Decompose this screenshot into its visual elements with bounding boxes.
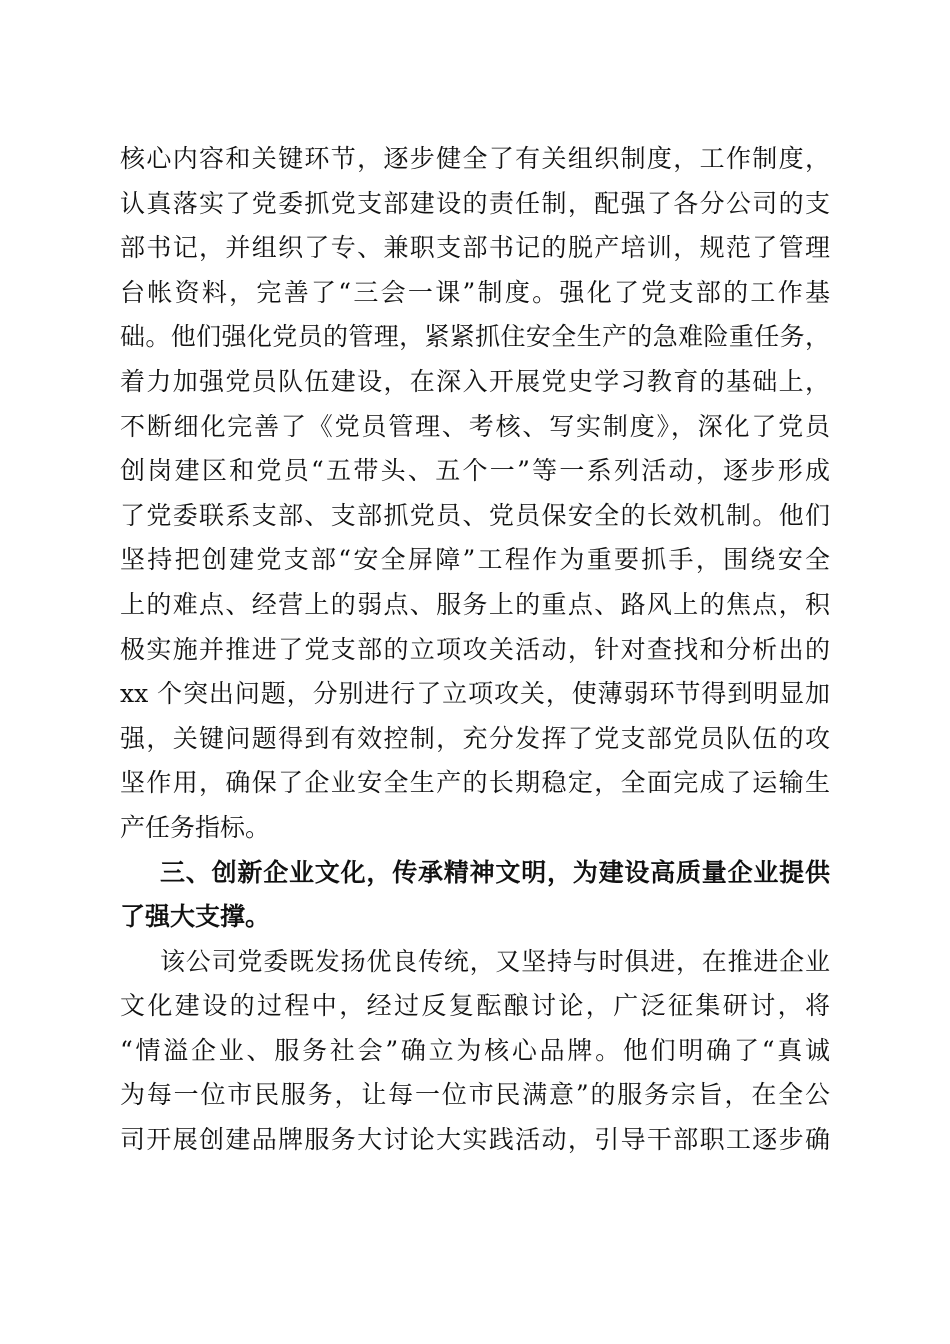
paragraph-line: 该公司党委既发扬优良传统，又坚持与时俱进，在推进企业 [160,946,830,976]
paragraph-line: 础。他们强化党员的管理，紧紧抓住安全生产的急难险重任务， [120,322,830,352]
paragraph-line: 产任务指标。 [120,812,271,842]
paragraph-line: 核心内容和关键环节，逐步健全了有关组织制度，工作制度， [120,144,830,173]
paragraph-line: 强，关键问题得到有效控制，充分发挥了党支部党员队伍的攻 [120,723,830,753]
paragraph-line: “情溢企业、服务社会”确立为核心品牌。他们明确了“真诚 [120,1035,830,1065]
paragraph-line: 极实施并推进了党支部的立项攻关活动，针对查找和分析出的 [120,634,830,664]
paragraph-line: 文化建设的过程中，经过反复酝酿讨论，广泛征集研讨，将 [120,991,830,1021]
paragraph-line: 部书记，并组织了专、兼职支部书记的脱产培训，规范了管理 [120,233,830,263]
paragraph-line: 台帐资料，完善了“三会一课”制度。强化了党支部的工作基 [120,277,830,307]
paragraph-line: 不断细化完善了《党员管理、考核、写实制度》，深化了党员 [120,411,830,441]
paragraph-line: 为每一位市民服务，让每一位市民满意”的服务宗旨，在全公 [120,1080,830,1110]
paragraph-line: 认真落实了党委抓党支部建设的责任制，配强了各分公司的支 [120,188,830,218]
paragraph-line: 了党委联系支部、支部抓党员、党员保安全的长效机制。他们 [120,500,830,530]
paragraph-line: 着力加强党员队伍建设，在深入开展党史学习教育的基础上， [120,366,830,396]
paragraph-line: 坚作用，确保了企业安全生产的长期稳定，全面完成了运输生 [120,768,830,798]
paragraph-line: 司开展创建品牌服务大讨论大实践活动，引导干部职工逐步确 [120,1125,830,1155]
paragraph-line: 创岗建区和党员“五带头、五个一”等一系列活动，逐步形成 [120,456,830,486]
paragraph-line: 坚持把创建党支部“安全屏障”工程作为重要抓手，围绕安全 [120,545,830,575]
paragraph-line: xx 个突出问题，分别进行了立项攻关，使薄弱环节得到明显加 [120,679,830,709]
document-body [120,137,830,1163]
paragraph-line: 上的难点、经营上的弱点、服务上的重点、路风上的焦点，积 [120,589,830,619]
section-heading-line: 了强大支撑。 [120,902,271,932]
section-heading-line: 三、创新企业文化，传承精神文明，为建设高质量企业提供 [160,857,830,887]
